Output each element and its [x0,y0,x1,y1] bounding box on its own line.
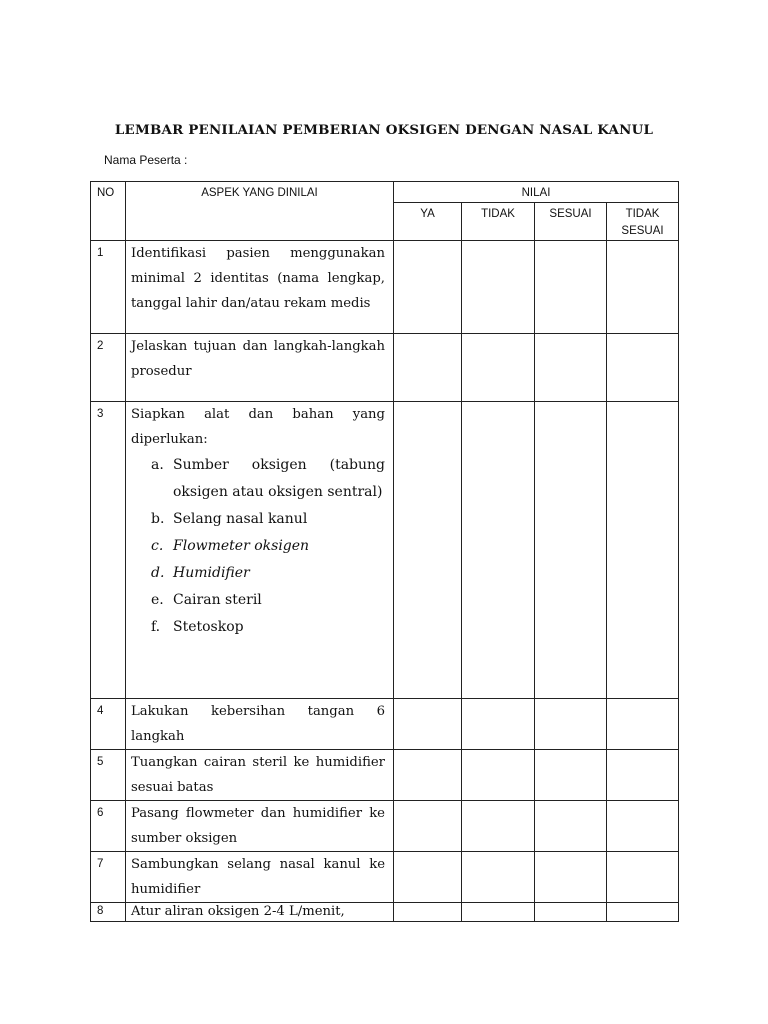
cell-ya [394,241,462,334]
cell-ya [394,903,462,922]
list-item: f. Stetoskop [151,619,244,635]
cell-ya [394,852,462,903]
header-score: NILAI [394,182,679,203]
header-aspect: ASPEK YANG DINILAI [126,182,394,241]
header-ya: YA [394,203,462,241]
equipment-list [131,452,385,641]
table-row [91,334,679,402]
cell-tidak [462,402,535,699]
cell-tidak [462,334,535,402]
table-row [91,402,679,699]
cell-sesuai [535,801,607,852]
row-aspect-intro: Siapkan alat dan bahan yang diperlukan: [131,407,385,447]
cell-sesuai [535,750,607,801]
cell-tidak [462,903,535,922]
row-aspect [126,402,394,699]
cell-tidak-sesuai [607,903,679,922]
row-aspect: Identifikasi pasien menggunakan minimal 2 identitas (nama lengkap, tanggal lahir dan/atau rekam medis [126,241,394,334]
row-number: 4 [91,699,126,750]
cell-tidak-sesuai [607,241,679,334]
cell-tidak-sesuai [607,750,679,801]
table-row [91,903,679,922]
table-row [91,750,679,801]
row-number: 6 [91,801,126,852]
cell-ya [394,699,462,750]
list-item: e. Cairan steril [151,592,262,608]
table-row [91,241,679,334]
cell-tidak-sesuai [607,402,679,699]
assessment-table [90,181,679,922]
header-no: NO [91,182,126,241]
table-row [91,801,679,852]
cell-sesuai [535,241,607,334]
cell-sesuai [535,852,607,903]
row-aspect: Sambungkan selang nasal kanul ke humidifier [126,852,394,903]
row-number: 2 [91,334,126,402]
document-title: LEMBAR PENILAIAN PEMBERIAN OKSIGEN DENGAN NASAL KANUL [114,122,654,138]
row-aspect: Atur aliran oksigen 2-4 L/menit, [126,903,394,922]
cell-sesuai [535,402,607,699]
cell-sesuai [535,903,607,922]
list-item: c. Flowmeter oksigen [151,538,310,554]
row-aspect: Tuangkan cairan steril ke humidifier sesuai batas [126,750,394,801]
cell-ya [394,750,462,801]
cell-tidak [462,750,535,801]
participant-name-label: Nama Peserta : [104,153,188,167]
list-item: a. Sumber oksigen (tabung oksigen atau oksigen sentral) [151,457,385,500]
row-number: 3 [91,402,126,699]
cell-tidak-sesuai [607,801,679,852]
list-item: d. Humidifier [151,565,250,581]
cell-sesuai [535,334,607,402]
row-aspect: Jelaskan tujuan dan langkah-langkah prosedur [126,334,394,402]
header-sesuai: SESUAI [535,203,607,241]
cell-tidak [462,852,535,903]
cell-tidak-sesuai [607,334,679,402]
list-item: b. Selang nasal kanul [151,511,308,527]
cell-tidak [462,699,535,750]
cell-tidak-sesuai [607,852,679,903]
row-number: 8 [91,903,126,922]
row-aspect: Pasang flowmeter dan humidifier ke sumber oksigen [126,801,394,852]
row-number: 1 [91,241,126,334]
row-aspect: Lakukan kebersihan tangan 6 langkah [126,699,394,750]
cell-ya [394,801,462,852]
cell-sesuai [535,699,607,750]
header-tidak: TIDAK [462,203,535,241]
row-number: 7 [91,852,126,903]
table-row [91,852,679,903]
cell-tidak [462,241,535,334]
header-tidak-sesuai: TIDAK SESUAI [607,203,679,241]
table-row [91,699,679,750]
cell-tidak [462,801,535,852]
cell-ya [394,334,462,402]
row-number: 5 [91,750,126,801]
cell-ya [394,402,462,699]
cell-tidak-sesuai [607,699,679,750]
